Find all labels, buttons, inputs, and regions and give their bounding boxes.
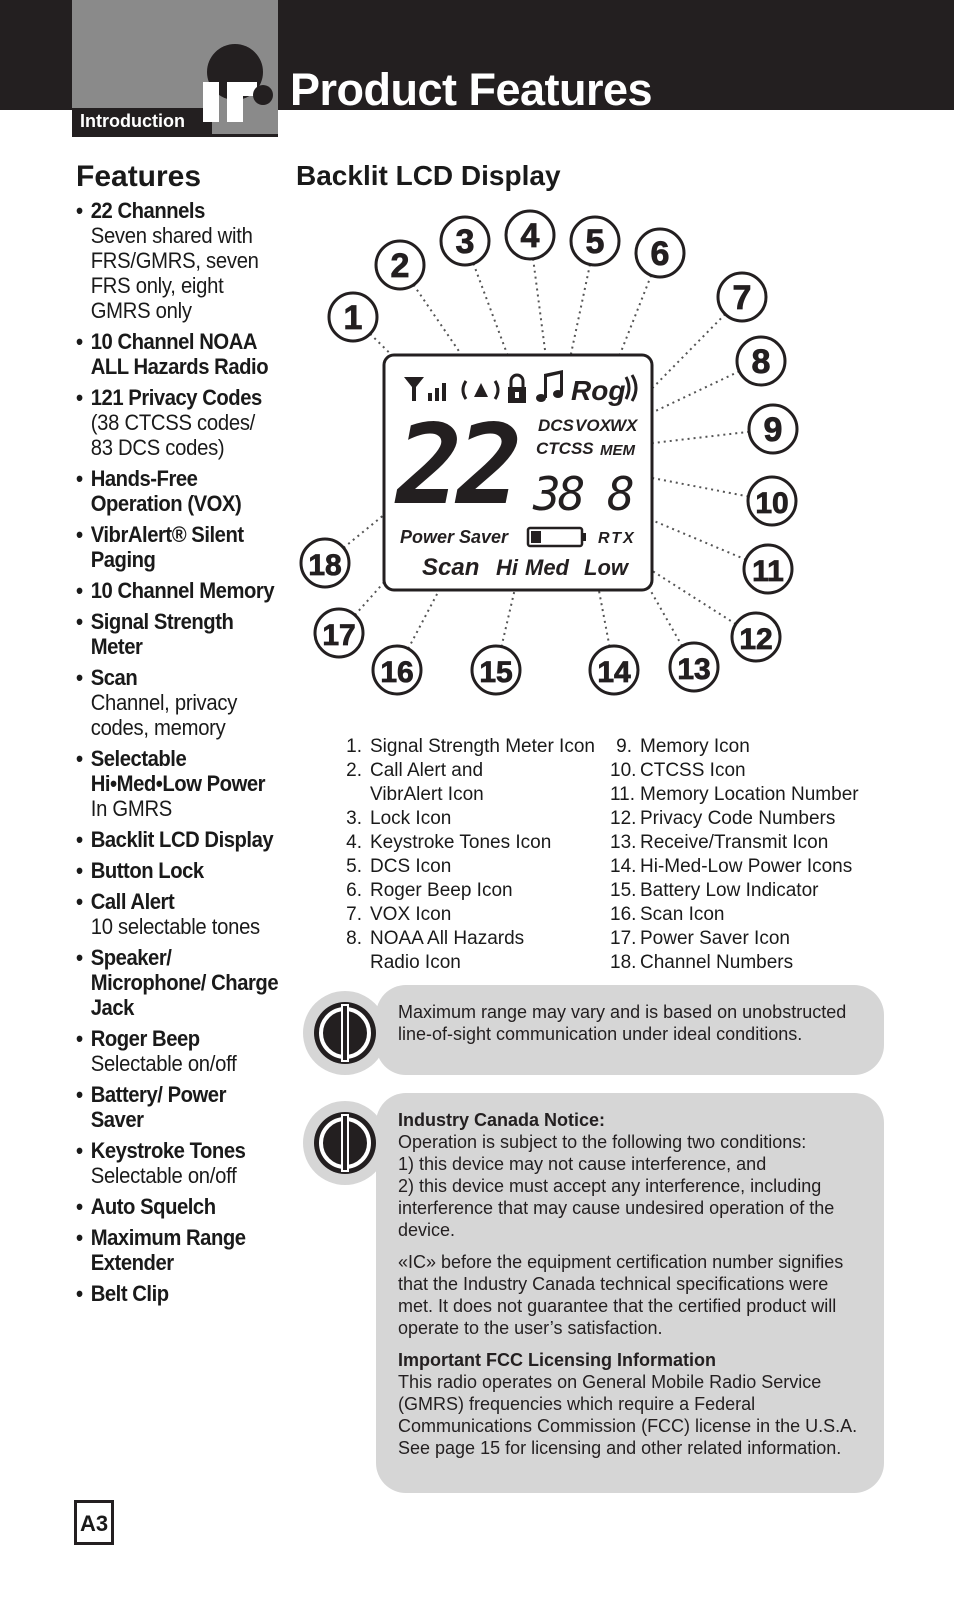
legend-text: Power Saver Icon xyxy=(640,928,790,949)
callout-number: 11 xyxy=(752,555,784,588)
legend-number: 8. xyxy=(346,928,362,949)
legend-number: 18. xyxy=(610,952,637,973)
legend-text: Memory Icon xyxy=(640,736,750,757)
legend-text: DCS Icon xyxy=(370,856,452,877)
bullet-icon: • xyxy=(76,609,84,634)
legend-text: Channel Numbers xyxy=(640,952,794,973)
legend-number xyxy=(340,951,370,975)
legend-item xyxy=(340,759,620,783)
legend-text: Receive/Transmit Icon xyxy=(640,832,829,853)
legend-text: NOAA All Hazards xyxy=(370,928,525,949)
feature-name: Keystroke Tones xyxy=(90,1138,246,1163)
legend-text: Signal Strength Meter Icon xyxy=(370,736,595,757)
legend-item xyxy=(610,855,930,879)
feature-item xyxy=(76,1138,278,1188)
callout-number: 5 xyxy=(585,223,605,261)
ic-certification-text: «IC» before the equipment certification number signifies that the Industry Canada technical specifications were met. It does not guarantee that the certified product will operate to the user’s satisfaction. xyxy=(398,1252,844,1338)
legend-text: Memory Location Number xyxy=(640,784,859,805)
feature-name: Backlit LCD Display xyxy=(90,827,274,852)
dcs-icon: DCS xyxy=(538,416,574,435)
legend-number: 7. xyxy=(346,904,362,925)
legend-item xyxy=(340,927,620,951)
feature-item xyxy=(76,466,278,516)
legend-number: 2. xyxy=(346,760,362,781)
feature-item xyxy=(76,198,278,323)
bullet-icon: • xyxy=(76,198,84,223)
power-saver-icon: Power Saver xyxy=(400,527,509,547)
feature-item xyxy=(76,889,278,939)
feature-name: Roger Beep xyxy=(90,1026,200,1051)
feature-name: 10 Channel Memory xyxy=(90,578,275,603)
power-low-icon: Low xyxy=(584,555,628,580)
memory-icon: MEM xyxy=(600,442,635,459)
legend-number: 5. xyxy=(346,856,362,877)
ic-notice-line-3: 2) this device must accept any interference, including interference that may cause undesired operation of the device. xyxy=(398,1176,835,1240)
legend-number: 15. xyxy=(610,880,637,901)
legend-text: CTCSS Icon xyxy=(640,760,746,781)
legend-number: 10. xyxy=(610,760,637,781)
bullet-icon: • xyxy=(76,889,84,914)
feature-description: In GMRS xyxy=(90,796,173,821)
channel-number: 22 xyxy=(396,401,517,529)
callout-number: 8 xyxy=(751,343,771,381)
feature-item xyxy=(76,665,278,740)
feature-name: Signal Strength Meter xyxy=(90,609,234,659)
feature-name: VibrAlert® Silent Paging xyxy=(90,522,244,572)
receive-transmit-icon: RTX xyxy=(598,530,636,547)
legend-text: Scan Icon xyxy=(640,904,725,925)
bullet-icon: • xyxy=(76,665,84,690)
legend-number xyxy=(340,783,370,807)
legend-number: 14. xyxy=(610,856,637,877)
feature-item xyxy=(76,1026,278,1076)
privacy-code-numbers: 38 8 xyxy=(533,467,632,521)
feature-name: Battery/ Power Saver xyxy=(90,1082,227,1132)
legend-text: Radio Icon xyxy=(370,952,461,973)
caution-icon xyxy=(302,1100,388,1186)
bullet-icon: • xyxy=(76,1026,84,1051)
feature-description: (38 CTCSS codes/ 83 DCS codes) xyxy=(90,410,256,460)
bullet-icon: • xyxy=(76,578,84,603)
power-hi-icon: Hi xyxy=(496,555,518,580)
feature-description: 10 selectable tones xyxy=(90,914,260,939)
range-notice xyxy=(376,985,884,1075)
bullet-icon: • xyxy=(76,827,84,852)
scan-icon: Scan xyxy=(422,554,480,581)
legend-text: Privacy Code Numbers xyxy=(640,808,836,829)
feature-name: 121 Privacy Codes xyxy=(90,385,262,410)
legend-number: 13. xyxy=(610,832,637,853)
fcc-title: Important FCC Licensing Information xyxy=(398,1350,716,1370)
feature-name: Maximum Range Extender xyxy=(90,1225,246,1275)
feature-name: Hands-Free Operation (VOX) xyxy=(90,466,242,516)
legend-item xyxy=(340,783,620,807)
feature-name: Belt Clip xyxy=(90,1281,169,1306)
feature-name: Auto Squelch xyxy=(90,1194,216,1219)
legend-text: Keystroke Tones Icon xyxy=(370,832,552,853)
bullet-icon: • xyxy=(76,945,84,970)
callout-number: 17 xyxy=(322,619,356,652)
feature-name: Selectable Hi•Med•Low Power xyxy=(90,746,266,796)
bullet-icon: • xyxy=(76,385,84,410)
fcc-text: This radio operates on General Mobile Radio Service (GMRS) frequencies which require a Federal Communications Commission (FCC) license in the U.S.A. See page 15 for licensing and other related information. xyxy=(398,1372,858,1458)
features-title: Features xyxy=(76,160,202,193)
bullet-icon: • xyxy=(76,1281,84,1306)
callout-number: 1 xyxy=(343,299,363,337)
legend-text: VibrAlert Icon xyxy=(370,784,484,805)
ic-notice-line-1: Operation is subject to the following two conditions: xyxy=(398,1132,807,1152)
legend-item xyxy=(340,735,620,759)
legend-text: Roger Beep Icon xyxy=(370,880,513,901)
legend-column-2 xyxy=(610,735,930,975)
legend-text: Lock Icon xyxy=(370,808,452,829)
feature-description: Channel, privacy codes, memory xyxy=(90,690,238,740)
legend-item xyxy=(340,903,620,927)
feature-description: Selectable on/off xyxy=(90,1051,237,1076)
feature-item xyxy=(76,1225,278,1275)
brand-logo-icon xyxy=(193,40,283,130)
callout-number: 4 xyxy=(520,217,540,255)
legend-item xyxy=(340,879,620,903)
feature-item xyxy=(76,329,278,379)
legend-number: 11. xyxy=(610,784,636,805)
callout-number: 14 xyxy=(597,656,631,689)
bullet-icon: • xyxy=(76,329,84,354)
regulatory-notice xyxy=(376,1093,884,1493)
vox-icon: VOX xyxy=(575,416,611,435)
callout-number: 9 xyxy=(763,411,783,449)
callout-number: 7 xyxy=(732,279,752,317)
legend-number: 3. xyxy=(346,808,362,829)
legend-item xyxy=(340,855,620,879)
legend-number: 6. xyxy=(346,880,362,901)
power-med-icon: Med xyxy=(525,555,569,580)
page-number: A3 xyxy=(74,1500,114,1545)
bullet-icon: • xyxy=(76,1138,84,1163)
legend-item xyxy=(340,807,620,831)
feature-description: Seven shared with FRS/GMRS, seven FRS only, eight GMRS only xyxy=(90,223,259,323)
wx-icon: WX xyxy=(610,416,638,435)
page-title: Product Features xyxy=(290,64,653,115)
section-label: Introduction xyxy=(72,108,212,134)
legend-number: 9. xyxy=(616,736,632,757)
battery-low-icon xyxy=(528,528,586,546)
bullet-icon: • xyxy=(76,1082,84,1107)
legend-text: VOX Icon xyxy=(370,904,452,925)
legend-number: 16. xyxy=(610,904,637,925)
ctcss-icon: CTCSS xyxy=(536,439,594,458)
bullet-icon: • xyxy=(76,1225,84,1250)
feature-item xyxy=(76,385,278,460)
callout-number: 6 xyxy=(650,235,670,273)
legend-item xyxy=(610,951,930,975)
caution-icon xyxy=(302,990,388,1076)
feature-item xyxy=(76,522,278,572)
feature-name: Button Lock xyxy=(90,858,204,883)
roger-beep-icon: Rog xyxy=(571,375,626,406)
features-list xyxy=(76,160,296,1312)
callout-number: 12 xyxy=(739,623,773,656)
legend-column-1 xyxy=(340,735,620,975)
feature-item xyxy=(76,609,278,659)
feature-item xyxy=(76,578,278,603)
feature-item xyxy=(76,945,278,1020)
bullet-icon: • xyxy=(76,1194,84,1219)
feature-name: 22 Channels xyxy=(90,198,205,223)
feature-item xyxy=(76,858,278,883)
legend-number: 1. xyxy=(346,736,362,757)
feature-name: Call Alert xyxy=(90,889,175,914)
legend-item xyxy=(610,807,930,831)
feature-item xyxy=(76,1194,278,1219)
callout-number: 13 xyxy=(677,653,711,686)
feature-item xyxy=(76,746,278,821)
legend-item xyxy=(610,879,930,903)
feature-name: 10 Channel NOAA ALL Hazards Radio xyxy=(90,329,269,379)
legend-number: 17. xyxy=(610,928,637,949)
bullet-icon: • xyxy=(76,466,84,491)
legend-item xyxy=(610,903,930,927)
bullet-icon: • xyxy=(76,522,84,547)
legend-item xyxy=(610,759,930,783)
legend-text: Call Alert and xyxy=(370,760,484,781)
callout-number: 3 xyxy=(455,223,475,261)
legend-item xyxy=(610,831,930,855)
callout-number: 10 xyxy=(755,487,789,520)
feature-item xyxy=(76,827,278,852)
feature-item xyxy=(76,1082,278,1132)
bullet-icon: • xyxy=(76,858,84,883)
legend-number: 4. xyxy=(346,832,362,853)
callout-number: 15 xyxy=(479,656,513,689)
legend-item xyxy=(610,783,930,807)
legend-item xyxy=(610,735,930,759)
legend-item xyxy=(340,831,620,855)
ic-notice-title: Industry Canada Notice: xyxy=(398,1110,606,1130)
range-notice-text: Maximum range may vary and is based on unobstructed line-of-sight communication under ideal conditions. xyxy=(398,1002,847,1044)
lcd-section-title: Backlit LCD Display xyxy=(296,160,561,191)
lcd-diagram xyxy=(296,205,906,715)
feature-name: Speaker/ Microphone/ Charge Jack xyxy=(90,945,279,1020)
feature-name: Scan xyxy=(90,665,138,690)
legend-number: 12. xyxy=(610,808,637,829)
legend-text: Hi-Med-Low Power Icons xyxy=(640,856,853,877)
legend-item xyxy=(340,951,620,975)
callout-number: 18 xyxy=(308,549,342,582)
legend-item xyxy=(610,927,930,951)
callout-number: 2 xyxy=(390,247,410,285)
feature-description: Selectable on/off xyxy=(90,1163,237,1188)
bullet-icon: • xyxy=(76,746,84,771)
feature-item xyxy=(76,1281,278,1306)
callout-number: 16 xyxy=(380,656,414,689)
legend-text: Battery Low Indicator xyxy=(640,880,819,901)
ic-notice-line-2: 1) this device may not cause interference, and xyxy=(398,1154,767,1174)
